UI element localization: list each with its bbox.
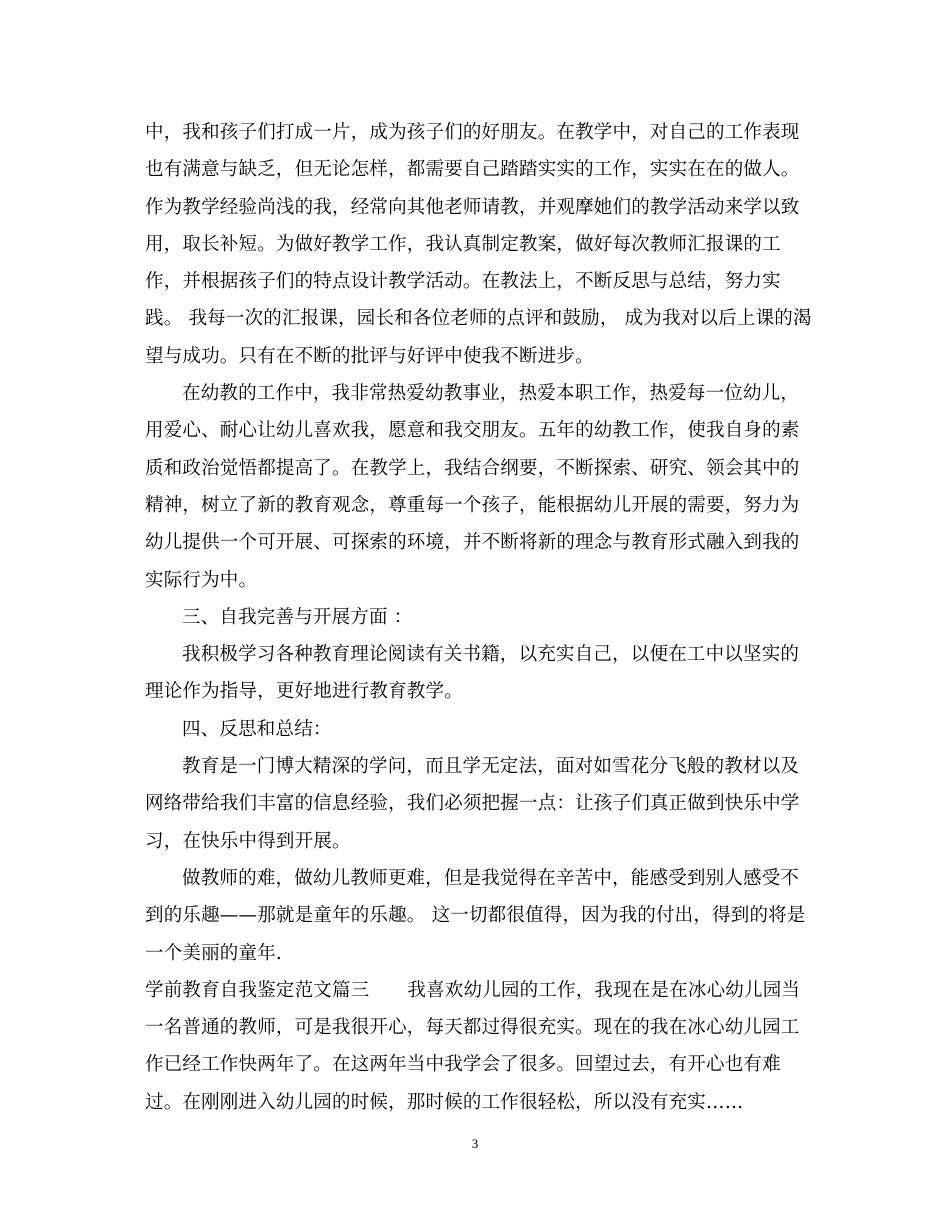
text-line: 习，在快乐中得到开展。 [145, 830, 351, 852]
text-line: 实际行为中。 [145, 569, 258, 591]
text-line: 网络带给我们丰富的信息经验，我们必须把握一点：让孩子们真正做到快乐中学 [145, 793, 800, 815]
paragraph-first-line: 做教师的难，做幼儿教师更难，但是我觉得在辛苦中，能感受到别人感受不 [182, 867, 800, 889]
paragraph-first-line: 教育是一门博大精深的学问，而且学无定法，面对如雪花分飞般的教材以及 [182, 756, 800, 778]
article-intro: 我喜欢幼儿园的工作，我现在是在冰心幼儿园当 [407, 979, 801, 1001]
document-body [145, 114, 817, 1121]
paragraph-first-line: 在幼教的工作中，我非常热爱幼教事业，热爱本职工作，热爱每一位幼儿， [182, 383, 800, 405]
article-title-line [145, 972, 817, 1009]
text-line: 一名普通的教师，可是我很开心，每天都过得很充实。现在的我在冰心幼儿园工 [145, 1017, 800, 1039]
text-line: 精神，树立了新的教育观念，尊重每一个孩子，能根据幼儿开展的需要，努力为 [145, 494, 800, 516]
text-line: 践。 我每一次的汇报课，园长和各位老师的点评和鼓励， 成为我对以后上课的渴 [145, 308, 812, 330]
text-line: 作，并根据孩子们的特点设计教学活动。在教法上，不断反思与总结，努力实 [145, 271, 781, 293]
text-line: 质和政治觉悟都提高了。在教学上，我结合纲要，不断探索、研究、领会其中的 [145, 457, 800, 479]
text-line: 理论作为指导，更好地进行教育教学。 [145, 681, 463, 703]
text-line: 过。在刚刚进入幼儿园的时候，那时候的工作很轻松，所以没有充实…… [145, 1091, 744, 1113]
paragraph-first-line: 我积极学习各种教育理论阅读有关书籍，以充实自己，以便在工中以坚实的 [182, 644, 800, 666]
text-line: 用爱心、耐心让幼儿喜欢我，愿意和我交朋友。五年的幼教工作，使我自身的素 [145, 420, 800, 442]
text-line: 到的乐趣——那就是童年的乐趣。 这一切都很值得，因为我的付出，得到的将是 [145, 905, 806, 927]
page-number: 3 [471, 1136, 479, 1151]
text-line: 用，取长补短。为做好教学工作，我认真制定教案，做好每次教师汇报课的工 [145, 233, 781, 255]
text-line: 幼儿提供一个可开展、可探索的环境，并不断将新的理念与教育形式融入到我的 [145, 532, 800, 554]
text-line: 中，我和孩子们打成一片，成为孩子们的好朋友。在教学中，对自己的工作表现 [145, 122, 800, 143]
text-line: 也有满意与缺乏，但无论怎样，都需要自己踏踏实实的工作，实实在在的做人。 [145, 159, 800, 181]
section-heading: 三、自我完善与开展方面 ： [182, 606, 413, 628]
article-title: 学前教育自我鉴定范文篇三 [145, 979, 370, 1001]
text-line: 望与成功。只有在不断的批评与好评中使我不断进步。 [145, 345, 594, 367]
section-heading: 四、反思和总结： [182, 718, 332, 740]
text-line: 一个美丽的童年. [145, 942, 282, 964]
text-line: 作已经工作快两年了。在这两年当中我学会了很多。回望过去，有开心也有难 [145, 1054, 781, 1076]
text-line: 作为教学经验尚浅的我，经常向其他老师请教，并观摩她们的教学活动来学以致 [145, 196, 800, 218]
